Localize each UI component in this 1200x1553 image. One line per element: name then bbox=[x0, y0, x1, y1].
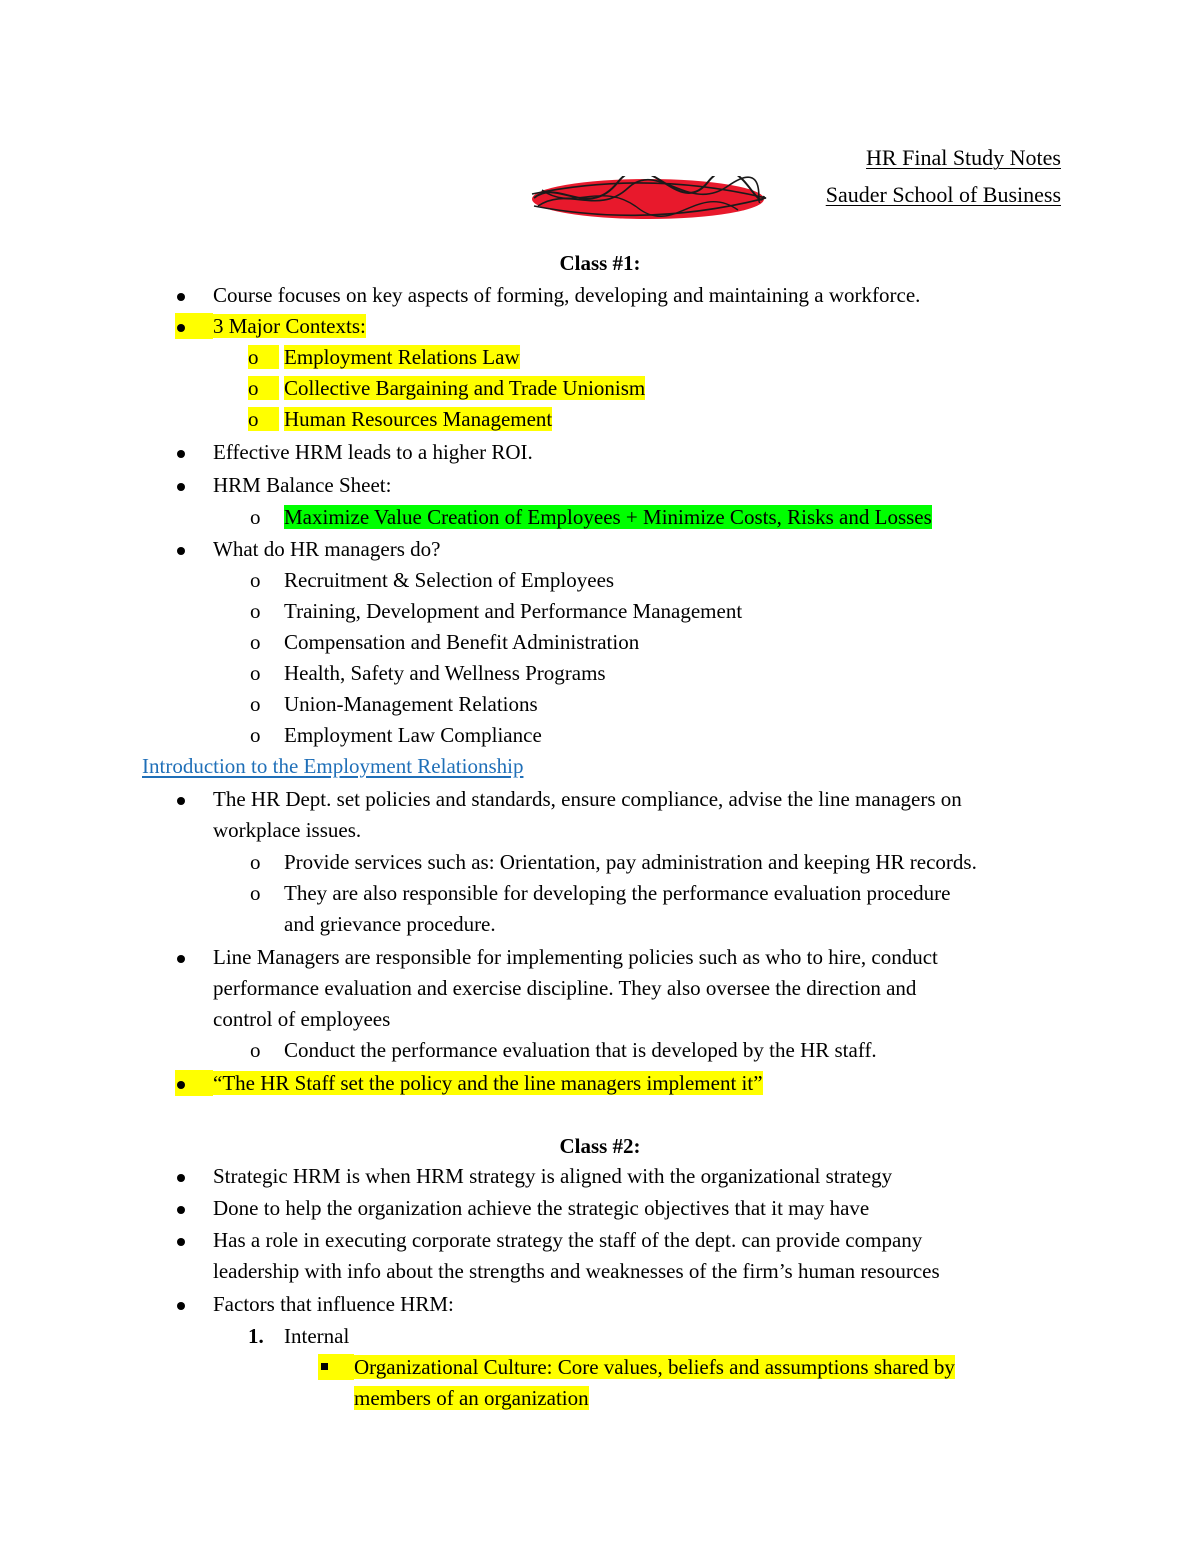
class1-bullet-1: Course focuses on key aspects of forming, developing and maintaining a workforce. bbox=[213, 283, 921, 307]
bullet-marker bbox=[177, 1302, 185, 1310]
bullet-marker bbox=[177, 324, 185, 332]
class2-bullet-1: Strategic HRM is when HRM strategy is aligned with the organizational strategy bbox=[213, 1164, 893, 1188]
bullet-marker bbox=[177, 1174, 185, 1182]
bullet-marker bbox=[177, 547, 185, 555]
contexts-item-2: Collective Bargaining and Trade Unionism bbox=[284, 376, 646, 400]
intro-bullet-2-line-2: performance evaluation and exercise discipline. They also oversee the direction and bbox=[213, 976, 917, 1000]
hr-task-item: Union-Management Relations bbox=[284, 692, 538, 716]
intro-bullet-2-line-1: Line Managers are responsible for implementing policies such as who to hire, conduct bbox=[213, 945, 938, 969]
contexts-item-1: Employment Relations Law bbox=[284, 345, 520, 369]
school-name: Sauder School of Business bbox=[825, 182, 1061, 207]
class2-bullet-3-line-2: leadership with info about the strengths and weaknesses of the firm’s human resources bbox=[213, 1259, 940, 1283]
class2-heading: Class #2: bbox=[559, 1134, 641, 1158]
hr-task-item: Health, Safety and Wellness Programs bbox=[284, 661, 606, 685]
numbered-marker: 1. bbox=[248, 1324, 264, 1348]
class2-bullet-2: Done to help the organization achieve the strategic objectives that it may have bbox=[213, 1196, 870, 1220]
intro-sub-2-line-2: and grievance procedure. bbox=[284, 912, 496, 936]
culture-line-1: Organizational Culture: Core values, beliefs and assumptions shared by bbox=[354, 1355, 955, 1379]
bullet-marker bbox=[177, 293, 185, 301]
square-bullet-marker bbox=[321, 1363, 328, 1370]
numbered-item-internal: Internal bbox=[284, 1324, 350, 1348]
class1-bullet-3: Effective HRM leads to a higher ROI. bbox=[213, 440, 533, 464]
sub-marker: o bbox=[250, 568, 261, 592]
balance-sheet-item: Maximize Value Creation of Employees + Minimize Costs, Risks and Losses bbox=[284, 505, 932, 529]
intro-quote: “The HR Staff set the policy and the line managers implement it” bbox=[213, 1071, 763, 1095]
bullet-marker bbox=[177, 797, 185, 805]
sub-marker: o bbox=[250, 630, 261, 654]
hr-task-item: Training, Development and Performance Management bbox=[284, 599, 743, 623]
sub-marker: o bbox=[250, 599, 261, 623]
sub-marker: o bbox=[248, 343, 284, 371]
hr-task-item: Employment Law Compliance bbox=[284, 723, 542, 747]
bullet-marker bbox=[177, 955, 185, 963]
sub-marker: o bbox=[250, 1038, 261, 1062]
intro-sub-2-line-1: They are also responsible for developing the performance evaluation procedure bbox=[284, 881, 951, 905]
bullet-marker bbox=[177, 1081, 185, 1089]
redaction-scribble bbox=[528, 176, 768, 222]
intro-bullet-1-line-2: workplace issues. bbox=[213, 818, 362, 842]
hr-task-item: Recruitment & Selection of Employees bbox=[284, 568, 615, 592]
class1-bullet-2: 3 Major Contexts: bbox=[213, 314, 366, 338]
document-title: HR Final Study Notes bbox=[866, 145, 1061, 170]
class1-heading: Class #1: bbox=[559, 251, 641, 275]
bullet-marker bbox=[177, 450, 185, 458]
sub-marker: o bbox=[248, 405, 284, 433]
bullet-marker bbox=[177, 1238, 185, 1246]
intro-link[interactable]: Introduction to the Employment Relationship bbox=[142, 754, 524, 778]
class1-bullet-5: What do HR managers do? bbox=[213, 537, 441, 561]
class1-bullet-4: HRM Balance Sheet: bbox=[213, 473, 392, 497]
sub-marker: o bbox=[250, 723, 261, 747]
sub-marker: o bbox=[250, 881, 261, 905]
class2-bullet-4: Factors that influence HRM: bbox=[213, 1292, 454, 1316]
sub-marker: o bbox=[248, 374, 284, 402]
intro-sub-3: Conduct the performance evaluation that is developed by the HR staff. bbox=[284, 1038, 877, 1062]
bullet-marker bbox=[177, 483, 185, 491]
sub-marker: o bbox=[250, 505, 261, 529]
bullet-marker bbox=[177, 1206, 185, 1214]
sub-marker: o bbox=[250, 850, 261, 874]
intro-sub-1: Provide services such as: Orientation, pay administration and keeping HR records. bbox=[284, 850, 977, 874]
hr-task-item: Compensation and Benefit Administration bbox=[284, 630, 640, 654]
contexts-item-3: Human Resources Management bbox=[284, 407, 553, 431]
intro-bullet-2-line-3: control of employees bbox=[213, 1007, 391, 1031]
sub-marker: o bbox=[250, 692, 261, 716]
class2-bullet-3-line-1: Has a role in executing corporate strategy the staff of the dept. can provide company bbox=[213, 1228, 923, 1252]
culture-line-2: members of an organization bbox=[354, 1386, 589, 1410]
sub-marker: o bbox=[250, 661, 261, 685]
intro-bullet-1-line-1: The HR Dept. set policies and standards, ensure compliance, advise the line managers on bbox=[213, 787, 962, 811]
